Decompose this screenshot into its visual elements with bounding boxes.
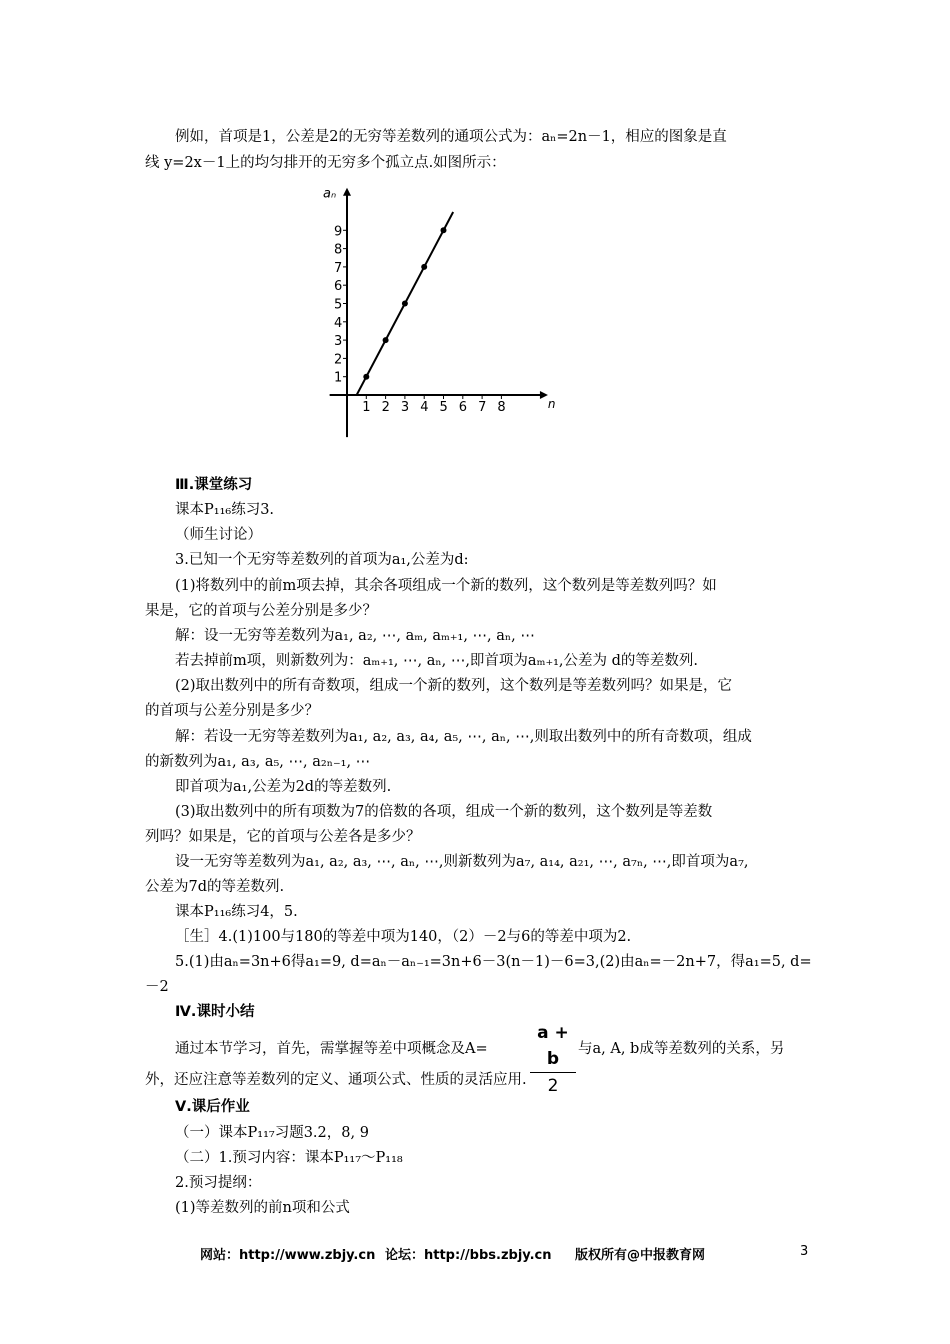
text-line: 通过本节学习，首先，需掌握等差中项概念及A= [175, 1041, 488, 1057]
y-tick-label: 8 [334, 242, 343, 258]
x-axis-arrow [540, 391, 548, 399]
y-tick-label: 6 [334, 279, 343, 295]
fraction-denominator: 2 [547, 1076, 559, 1096]
text-line: 公差为7d的等差数列. [145, 879, 285, 895]
x-tick-label: 3 [400, 400, 410, 415]
text-line: 若去掉前m项，则新数列为：aₘ₊₁, ⋯, aₙ, ⋯,即首项为aₘ₊₁,公差为 d的等差数列. [175, 653, 699, 669]
text-line: 课本P₁₁₆练习3. [175, 502, 275, 518]
text-line: 解：设一无穷等差数列为a₁, a₂, ⋯, aₘ, aₘ₊₁, ⋯, aₙ, ⋯ [175, 628, 535, 644]
text-line: 线 y=2x－1上的均匀排开的无穷多个孤立点.如图所示： [145, 155, 506, 171]
data-point [383, 337, 389, 343]
text-line: (2)取出数列中的所有奇数项，组成一个新的数列，这个数列是等差数列吗？如果是，它 [175, 678, 733, 694]
text-line: ［生］4.(1)100与180的等差中项为140，（2）－2与6的等差中项为2. [175, 929, 632, 945]
text-line: （师生讨论） [175, 527, 262, 543]
x-tick-label: 5 [439, 400, 448, 415]
x-tick-label: 1 [362, 400, 371, 415]
section-heading: Ⅳ.课时小结 [175, 1004, 255, 1020]
data-point [402, 301, 408, 307]
text-line: (3)取出数列中的所有项数为7的倍数的各项，组成一个新的数列，这个数列是等差数 [175, 804, 713, 820]
text-line: 外，还应注意等差数列的定义、通项公式、性质的灵活应用. [145, 1072, 527, 1088]
text-line: （二）1.预习内容：课本P₁₁₇～P₁₁₈ [175, 1150, 403, 1166]
text-line: 5.(1)由aₙ=3n+6得a₁=9, d=aₙ－aₙ₋₁=3n+6－3(n－1)－6=3,(2)由aₙ=－2n+7，得a₁=5, d= [175, 954, 812, 970]
x-tick-label: 4 [420, 400, 429, 415]
text-line: 的新数列为a₁, a₃, a₅, ⋯, a₂ₙ₋₁, ⋯ [145, 754, 371, 770]
fraction-numerator: a + b [530, 1020, 576, 1073]
data-point [441, 227, 447, 233]
text-line: 与a, A, b成等差数列的关系，另 [578, 1041, 785, 1057]
data-point [421, 264, 427, 270]
text-line: 果是，它的首项与公差分别是多少？ [145, 603, 377, 619]
y-tick-label: 9 [334, 224, 343, 240]
footer-copyright: 版权所有@中报教育网 [575, 1248, 706, 1263]
text-line: 例如，首项是1，公差是2的无穷等差数列的通项公式为：aₙ=2n－1，相应的图象是直 [175, 129, 727, 145]
section-heading: Ⅴ.课后作业 [175, 1099, 250, 1115]
x-tick-label: 2 [381, 400, 390, 415]
x-tick-label: 8 [497, 400, 506, 415]
text-line: （一）课本P₁₁₇习题3.2，8, 9 [175, 1125, 369, 1141]
x-tick-label: 7 [478, 400, 487, 415]
text-line: 列吗？如果是，它的首项与公差各是多少？ [145, 829, 421, 845]
text-line: 3.已知一个无穷等差数列的首项为a₁,公差为d: [175, 552, 469, 568]
text-line: 的首项与公差分别是多少？ [145, 703, 319, 719]
footer-website: 网站：http://www.zbjy.cn [200, 1248, 376, 1263]
text-line: (1)将数列中的前m项去掉，其余各项组成一个新的数列，这个数列是等差数列吗？如 [175, 578, 717, 594]
text-line: 解：若设一无穷等差数列为a₁, a₂, a₃, a₄, a₅, ⋯, aₙ, ⋯,则取出数列中的所有奇数项，组成 [175, 729, 752, 745]
y-tick-label: 7 [334, 260, 343, 276]
x-tick-label: 6 [458, 400, 468, 415]
y-tick-label: 3 [334, 334, 343, 350]
text-line: (1)等差数列的前n项和公式 [175, 1200, 350, 1216]
y-tick-label: 2 [334, 352, 343, 368]
sequence-graph [305, 168, 556, 448]
data-point [363, 374, 369, 380]
text-line: 课本P₁₁₆练习4，5. [175, 904, 298, 920]
y-tick-label: 4 [334, 315, 343, 331]
y-tick-label: 1 [334, 370, 343, 386]
text-line: 2.预习提纲： [175, 1175, 262, 1191]
y-tick-label: 5 [334, 297, 343, 313]
section-heading: Ⅲ.课堂练习 [175, 477, 253, 493]
footer-forum: 论坛：http://bbs.zbjy.cn [385, 1248, 552, 1263]
text-line: 设一无穷等差数列为a₁, a₂, a₃, ⋯, aₙ, ⋯,则新数列为a₇, a₁₄, a₂₁, ⋯, a₇ₙ, ⋯,即首项为a₇, [175, 854, 749, 870]
page-number: 3 [800, 1244, 809, 1259]
y-axis-label: aₙ [323, 186, 337, 202]
y-axis-arrow [343, 188, 351, 196]
x-axis-label: n [547, 397, 556, 411]
text-line: －2 [145, 979, 169, 995]
text-line: 即首项为a₁,公差为2d的等差数列. [175, 779, 392, 795]
